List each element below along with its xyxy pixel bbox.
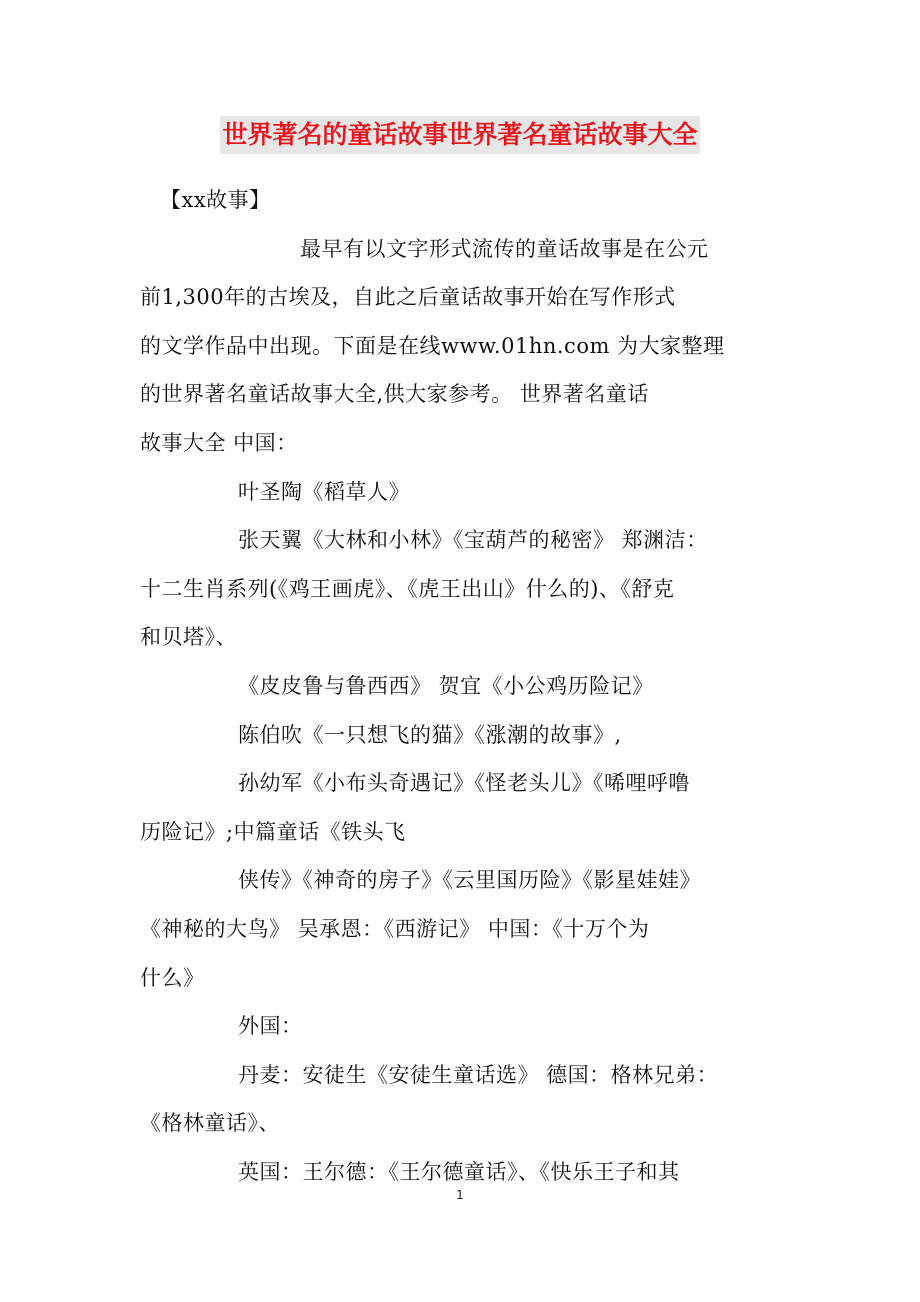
title-container <box>0 116 920 154</box>
document-body <box>140 176 785 1196</box>
paragraph-line: 故事大全 中国： <box>140 430 298 455</box>
page-number: 1 <box>456 1188 464 1202</box>
paragraph-line: 什么》 <box>140 965 205 990</box>
paragraph-line: 张天翼《大林和小林》《宝葫芦的秘密》 郑渊洁： <box>238 528 708 553</box>
paragraph-line: 《格林童话》、 <box>140 1111 280 1136</box>
paragraph-line: 历险记》;中篇童话《铁头飞 <box>140 819 406 844</box>
paragraph-line: 丹麦：安徒生《安徒生童话选》 德国：格林兄弟： <box>238 1062 719 1087</box>
paragraph-line: 的文学作品中出现。下面是在线www.01hn.com 为大家整理 <box>140 333 725 358</box>
paragraph-line: 前1,300年的古埃及，自此之后童话故事开始在写作形式 <box>140 285 676 310</box>
paragraph-line: 侠传》《神奇的房子》《云里国历险》《影星娃娃》 <box>238 868 701 893</box>
paragraph-line: 英国：王尔德：《王尔德童话》、《快乐王子和其 <box>238 1159 680 1184</box>
paragraph-line: 和贝塔》、 <box>140 625 237 650</box>
paragraph-line: 《皮皮鲁与鲁西西》 贺宜《小公鸡历险记》 <box>238 673 654 698</box>
document-title: 世界著名的童话故事世界著名童话故事大全 <box>220 116 699 154</box>
paragraph-line: 叶圣陶《稻草人》 <box>238 479 410 504</box>
paragraph-line: 的世界著名童话故事大全,供大家参考。 世界著名童话 <box>140 382 649 407</box>
paragraph-line: 《神秘的大鸟》 吴承恩：《西游记》 中国：《十万个为 <box>140 916 650 941</box>
paragraph-line: 最早有以文字形式流传的童话故事是在公元 <box>300 236 709 261</box>
paragraph-line: 【xx故事】 <box>160 188 271 212</box>
paragraph-line: 外国： <box>238 1014 303 1039</box>
paragraph-line: 十二生肖系列(《鸡王画虎》、《虎王出山》什么的)、《舒克 <box>140 576 675 601</box>
paragraph-line: 陈伯吹《一只想飞的猫》《涨潮的故事》, <box>238 722 622 747</box>
paragraph-line: 孙幼军《小布头奇遇记》《怪老头儿》《唏哩呼噜 <box>238 771 690 796</box>
